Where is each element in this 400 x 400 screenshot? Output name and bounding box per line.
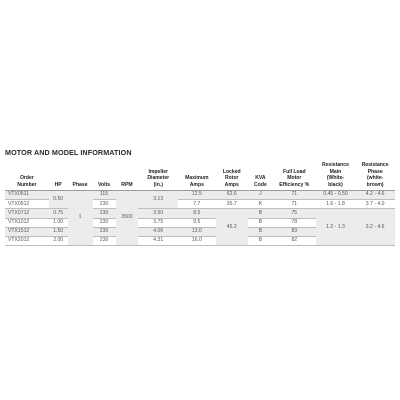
cell-kva: B [248, 209, 273, 218]
motor-model-table [5, 162, 395, 246]
header-impeller-diameter: Impeller Diameter (in.) [138, 162, 178, 191]
cell-max-amps: 7.7 [178, 200, 216, 209]
cell-hp: 0.75 [49, 209, 68, 218]
cell-impeller: 4.31 [138, 236, 178, 245]
header-rpm: RPM [116, 162, 139, 191]
cell-res-main: 0.45 - 0.50 [316, 191, 356, 200]
table-row [5, 209, 395, 218]
cell-order: VTX0712 [5, 209, 49, 218]
cell-max-amps: 16.0 [178, 236, 216, 245]
cell-locked: 35.7 [216, 200, 248, 209]
cell-kva: K [248, 200, 273, 209]
header-volts: Volts [93, 162, 116, 191]
cell-volts: 230 [93, 200, 116, 209]
header-resistance-phase: Resistance Phase (white- brown) [355, 162, 395, 191]
cell-hp: 0.50 [49, 191, 68, 209]
cell-order: VTX0512 [5, 200, 49, 209]
header-maximum-amps: Maximum Amps [178, 162, 216, 191]
section-title: MOTOR AND MODEL INFORMATION [5, 148, 132, 157]
cell-kva: J [248, 191, 273, 200]
cell-efficiency: 71 [273, 191, 316, 200]
cell-impeller: 3.50 [138, 209, 178, 218]
header-phase: Phase [68, 162, 93, 191]
cell-kva: B [248, 236, 273, 245]
cell-max-amps: 13.0 [178, 227, 216, 236]
cell-impeller: 3.75 [138, 218, 178, 227]
header-locked-rotor-amps: Locked Rotor Amps [216, 162, 248, 191]
header-order-number: Order Number [5, 162, 49, 191]
cell-res-main: 1.6 - 1.8 [316, 200, 356, 209]
cell-res-main: 1.2 - 1.3 [316, 209, 356, 246]
cell-impeller: 4.06 [138, 227, 178, 236]
cell-efficiency: 78 [273, 218, 316, 227]
table-row [5, 191, 395, 200]
header-kva-code: KVA Code [248, 162, 273, 191]
cell-order: VTX1512 [5, 227, 49, 236]
cell-rpm: 3500 [116, 191, 139, 246]
cell-res-phase: 4.2 - 4.6 [355, 191, 395, 200]
cell-order: VTX2012 [5, 236, 49, 245]
cell-order: VTX1012 [5, 218, 49, 227]
cell-phase: 1 [68, 191, 93, 246]
cell-volts: 230 [93, 236, 116, 245]
cell-max-amps: 9.5 [178, 218, 216, 227]
cell-hp: 2.00 [49, 236, 68, 245]
cell-kva: B [248, 227, 273, 236]
cell-order: VTX0511 [5, 191, 49, 200]
cell-volts: 115 [93, 191, 116, 200]
cell-locked: 45.2 [216, 209, 248, 246]
cell-hp: 1.50 [49, 227, 68, 236]
cell-res-phase: 3.7 - 4.0 [355, 200, 395, 209]
cell-hp: 1.00 [49, 218, 68, 227]
cell-efficiency: 71 [273, 200, 316, 209]
cell-res-phase: 3.2 - 4.6 [355, 209, 395, 246]
cell-efficiency: 75 [273, 209, 316, 218]
header-resistance-main: Resistance Main (White- black) [316, 162, 356, 191]
cell-locked: 62.6 [216, 191, 248, 200]
cell-kva: B [248, 218, 273, 227]
table-header-row [5, 162, 395, 191]
header-motor-efficiency: Full Load Motor Efficiency % [273, 162, 316, 191]
cell-max-amps: 8.5 [178, 209, 216, 218]
cell-max-amps: 12.5 [178, 191, 216, 200]
cell-efficiency: 82 [273, 236, 316, 245]
cell-volts: 230 [93, 209, 116, 218]
cell-volts: 230 [93, 227, 116, 236]
cell-volts: 230 [93, 218, 116, 227]
cell-impeller: 3.13 [138, 191, 178, 209]
header-hp: HP [49, 162, 68, 191]
cell-efficiency: 83 [273, 227, 316, 236]
